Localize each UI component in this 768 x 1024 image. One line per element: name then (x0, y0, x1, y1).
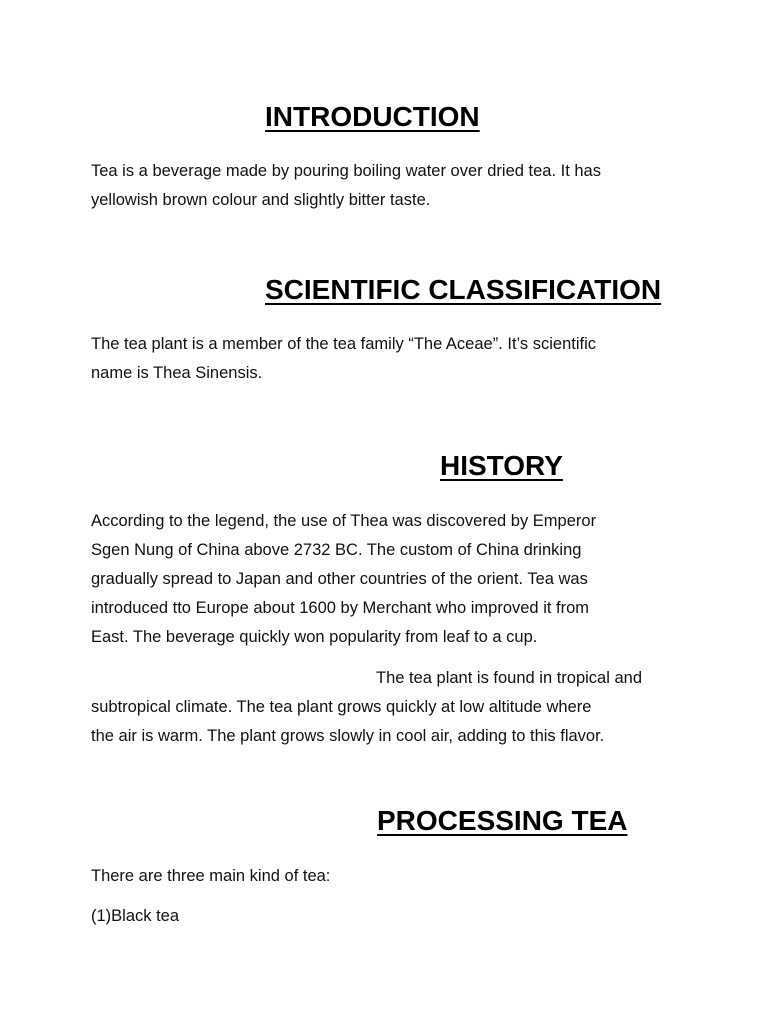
paragraph-line: yellowish brown colour and slightly bitter taste. (91, 191, 431, 209)
classification-paragraph (91, 330, 596, 388)
processing-tea-heading: PROCESSING TEA (377, 805, 628, 836)
processing-list-item (91, 902, 179, 931)
history-paragraph-2 (91, 664, 642, 751)
paragraph-line: Sgen Nung of China above 2732 BC. The custom of China drinking (91, 541, 582, 559)
paragraph-line: There are three main kind of tea: (91, 867, 331, 885)
processing-intro (91, 862, 330, 891)
list-item: (1)Black tea (91, 907, 180, 925)
paragraph-line: the air is warm. The plant grows slowly in cool air, adding to this flavor. (91, 727, 605, 745)
history-heading: HISTORY (440, 450, 563, 481)
introduction-heading: INTRODUCTION (265, 101, 480, 132)
paragraph-line: The tea plant is found in tropical and (376, 669, 643, 687)
paragraph-line: introduced tto Europe about 1600 by Merchant who improved it from (91, 599, 590, 617)
paragraph-line: Tea is a beverage made by pouring boiling water over dried tea. It has (91, 162, 601, 180)
paragraph-line: According to the legend, the use of Thea was discovered by Emperor (91, 512, 597, 530)
paragraph-line: East. The beverage quickly won popularity from leaf to a cup. (91, 628, 538, 646)
paragraph-line: subtropical climate. The tea plant grows quickly at low altitude where (91, 698, 592, 716)
paragraph-line: gradually spread to Japan and other countries of the orient. Tea was (91, 570, 588, 588)
paragraph-line: The tea plant is a member of the tea family “The Aceae”. It’s scientific (91, 335, 597, 353)
introduction-paragraph (91, 157, 601, 215)
scientific-classification-heading: SCIENTIFIC CLASSIFICATION (265, 274, 662, 305)
paragraph-line: name is Thea Sinensis. (91, 364, 263, 382)
history-paragraph-1 (91, 507, 596, 652)
